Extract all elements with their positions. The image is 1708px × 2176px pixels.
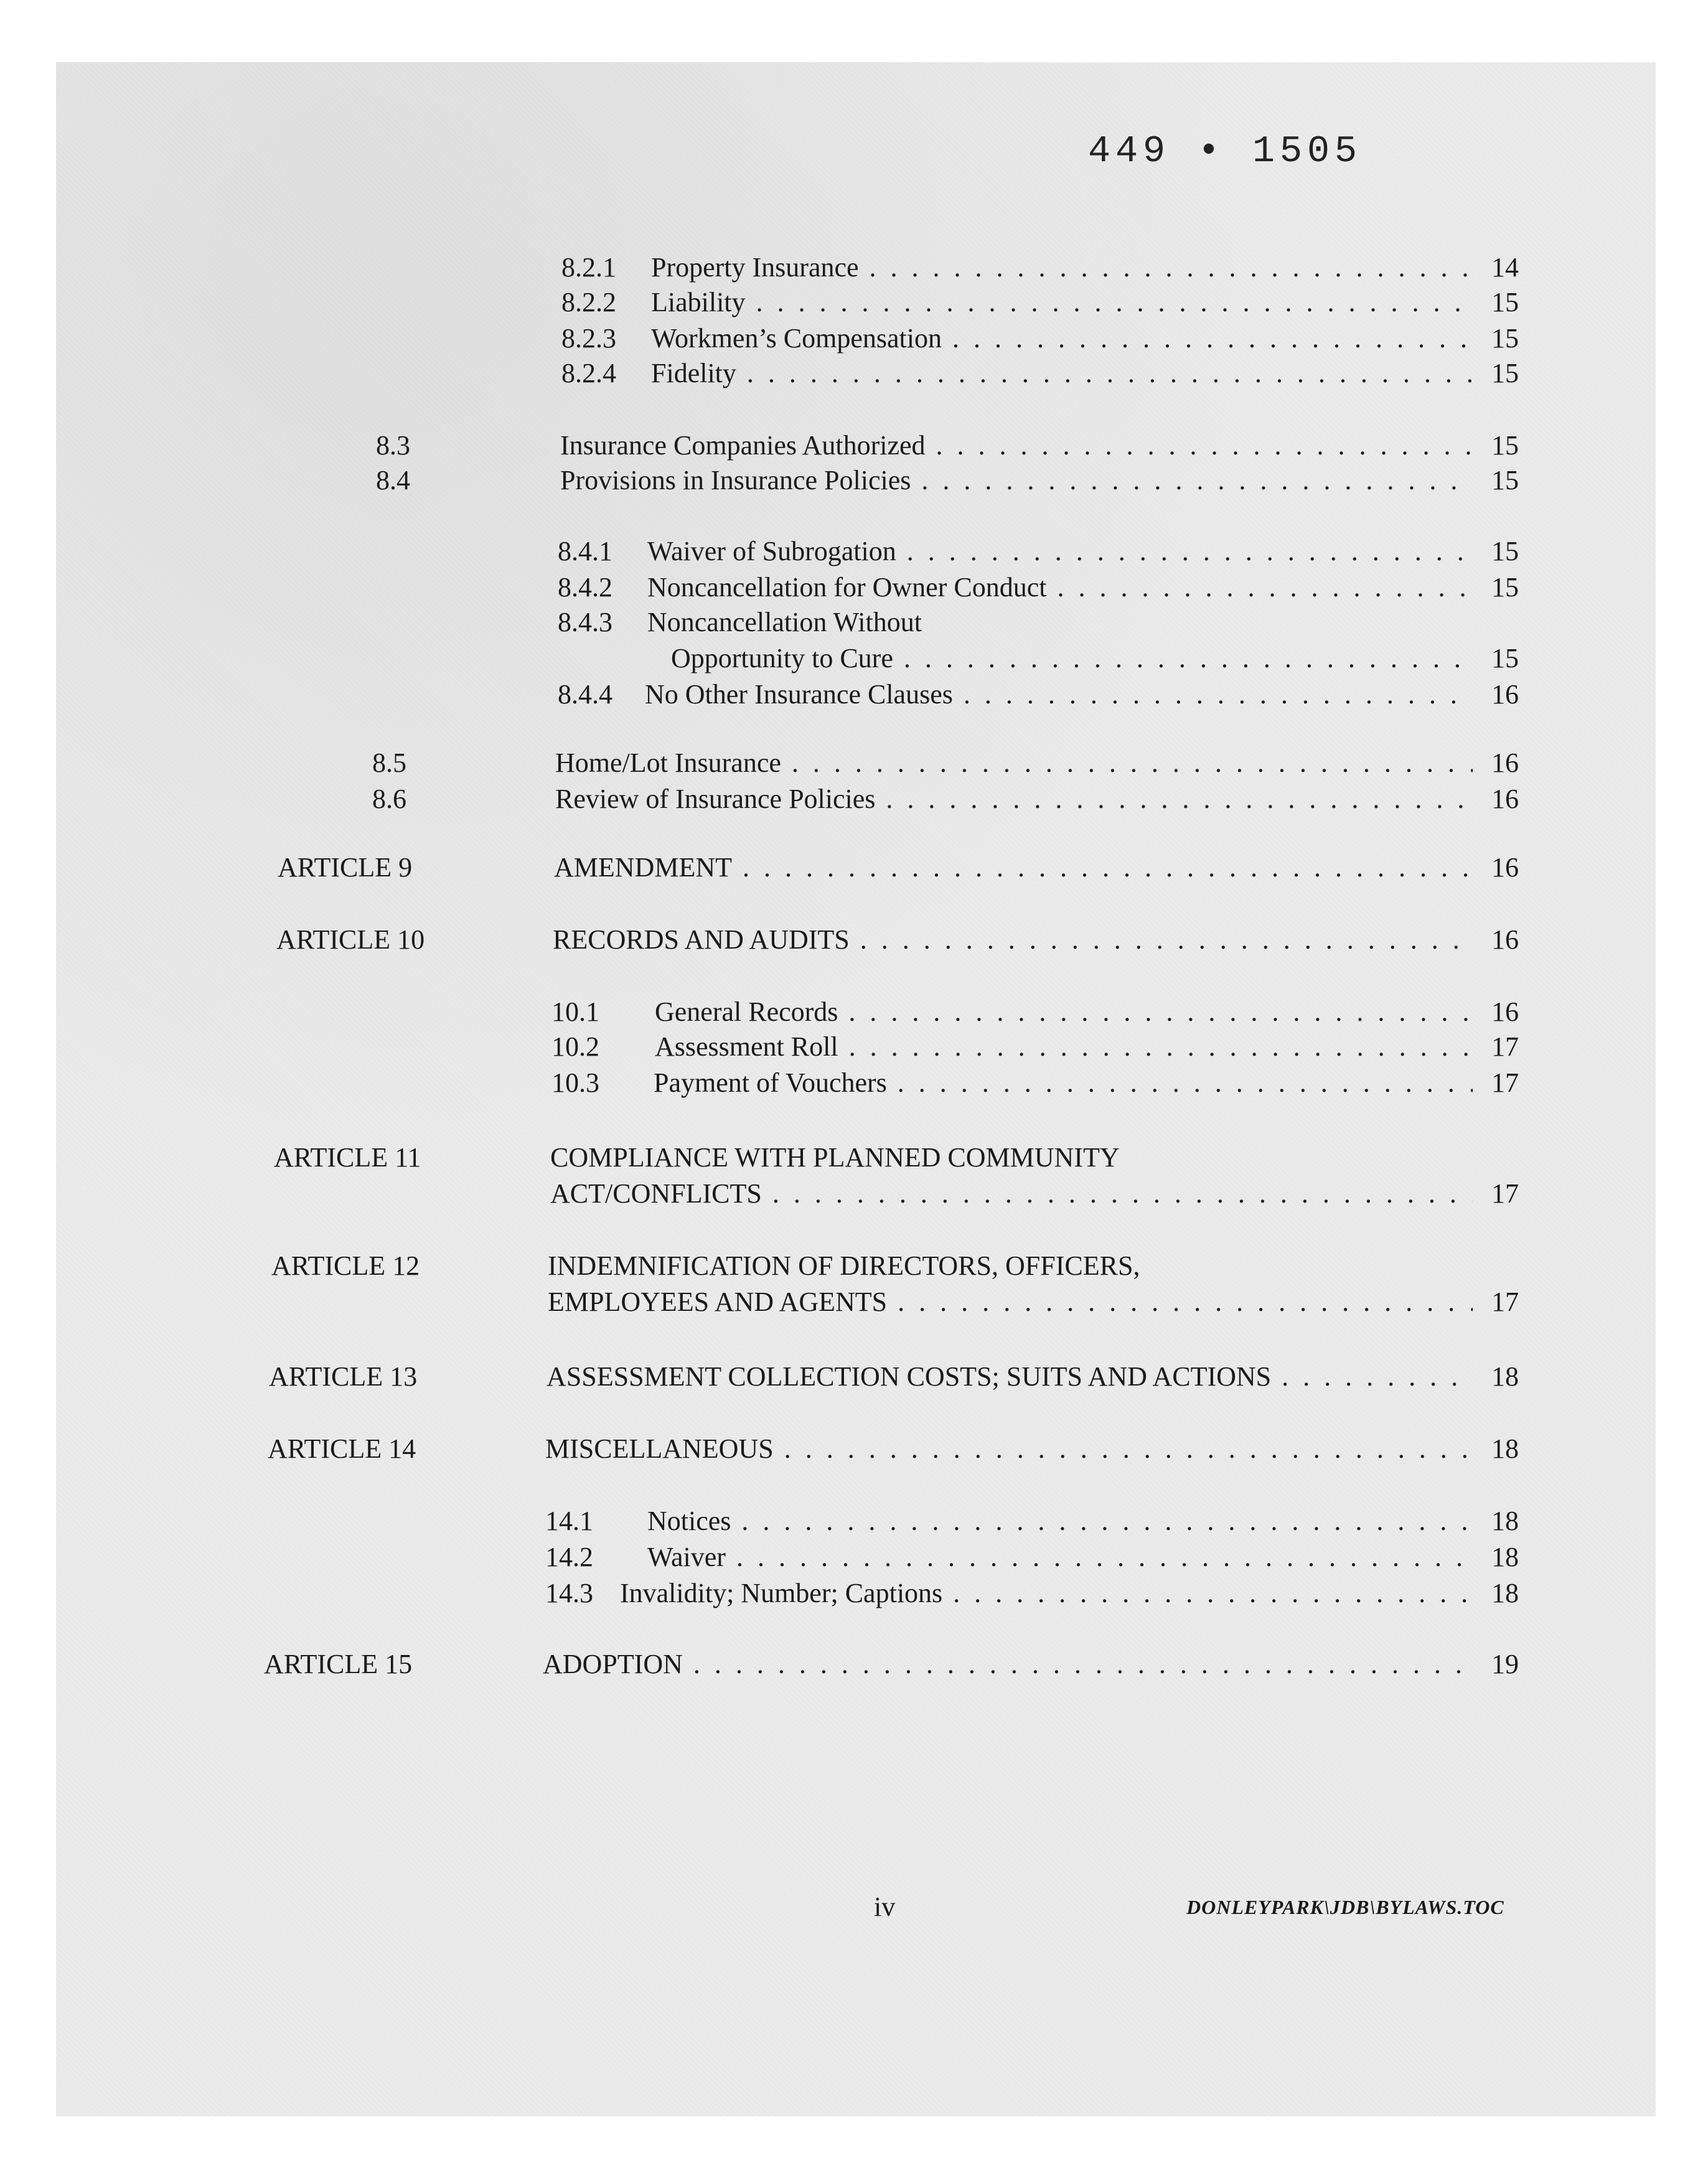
toc-number: ARTICLE 10 xyxy=(276,924,425,955)
toc-title: Opportunity to Cure . . . xyxy=(671,640,1473,677)
toc-page: 16 xyxy=(1481,781,1519,818)
toc-title: Invalidity; Number; Captions . . . xyxy=(620,1575,1473,1612)
toc-row xyxy=(0,427,1708,464)
toc-number: 10.3 xyxy=(551,1067,599,1098)
toc-row xyxy=(0,1028,1708,1066)
toc-page: 17 xyxy=(1481,1064,1519,1102)
toc-row xyxy=(0,320,1708,357)
toc-title: Property Insurance . . . xyxy=(651,249,1473,286)
toc-number: 8.2.1 xyxy=(561,252,616,283)
footer-file-reference: DONLEYPARK\JDB\BYLAWS.TOC xyxy=(1186,1896,1504,1918)
toc-page: 17 xyxy=(1481,1283,1519,1321)
toc-number: 10.2 xyxy=(551,1031,599,1062)
toc-number: ARTICLE 12 xyxy=(271,1250,420,1281)
toc-page: 18 xyxy=(1481,1575,1519,1612)
toc-title: ASSESSMENT COLLECTION COSTS; SUITS AND ACTIONS . . . xyxy=(547,1358,1473,1395)
toc-title: Noncancellation Without xyxy=(647,607,922,637)
toc-number: 8.2.4 xyxy=(561,358,616,388)
toc-row xyxy=(0,249,1708,286)
toc-row xyxy=(0,533,1708,570)
toc-page: 18 xyxy=(1481,1358,1519,1395)
toc-number: 14.1 xyxy=(545,1506,593,1536)
toc-row xyxy=(0,1503,1708,1540)
toc-row xyxy=(0,462,1708,499)
toc-page: 15 xyxy=(1481,462,1519,499)
toc-title: ADOPTION . . . xyxy=(543,1646,1473,1683)
toc-page: 14 xyxy=(1481,249,1519,286)
toc-title: General Records . . . xyxy=(655,993,1473,1031)
toc-page: 18 xyxy=(1481,1539,1519,1576)
toc-row xyxy=(0,921,1708,959)
toc-number: 14.3 xyxy=(545,1578,593,1608)
toc-page: 15 xyxy=(1481,427,1519,464)
toc-number: 8.4 xyxy=(376,465,410,495)
toc-title: MISCELLANEOUS . . . xyxy=(545,1430,1473,1468)
toc-number: ARTICLE 14 xyxy=(268,1433,416,1464)
toc-row xyxy=(0,1064,1708,1102)
toc-row xyxy=(0,1646,1708,1683)
toc-page: 15 xyxy=(1481,533,1519,570)
toc-row xyxy=(0,744,1708,782)
toc-row xyxy=(0,781,1708,818)
toc-title: Notices . . . xyxy=(647,1503,1473,1540)
toc-title: EMPLOYEES AND AGENTS . . . xyxy=(548,1283,1473,1321)
toc-row xyxy=(0,569,1708,606)
toc-title: Workmen’s Compensation . . . xyxy=(651,320,1473,357)
toc-title: Waiver of Subrogation . . . xyxy=(647,533,1473,570)
toc-title: Payment of Vouchers . . . xyxy=(654,1064,1473,1102)
toc-number: 8.4.2 xyxy=(558,572,612,603)
toc-page: 15 xyxy=(1481,355,1519,392)
toc-title: RECORDS AND AUDITS . . . xyxy=(553,921,1473,959)
toc-page: 16 xyxy=(1481,744,1519,782)
toc-row xyxy=(0,1575,1708,1612)
toc-number: 8.6 xyxy=(372,784,406,814)
toc-row xyxy=(0,1247,1708,1285)
toc-title: AMENDMENT . . . xyxy=(554,849,1473,886)
toc-page: 18 xyxy=(1481,1503,1519,1540)
toc-page: 16 xyxy=(1481,921,1519,959)
toc-number: 10.1 xyxy=(551,997,599,1027)
toc-title: Insurance Companies Authorized . . . xyxy=(560,427,1473,464)
toc-number: 8.5 xyxy=(372,748,406,778)
toc-row xyxy=(0,1539,1708,1576)
toc-title: Liability . . . xyxy=(651,284,1473,321)
toc-number: 8.4.4 xyxy=(558,679,612,710)
toc-row xyxy=(0,1283,1708,1321)
toc-row xyxy=(0,640,1708,677)
toc-page: 16 xyxy=(1481,676,1519,713)
toc-row xyxy=(0,1358,1708,1395)
toc-row xyxy=(0,1175,1708,1212)
toc-page: 15 xyxy=(1481,284,1519,321)
toc-page: 15 xyxy=(1481,569,1519,606)
toc-row xyxy=(0,1430,1708,1468)
toc-page: 16 xyxy=(1481,993,1519,1031)
toc-title: No Other Insurance Clauses . . . xyxy=(645,676,1473,713)
toc-page: 17 xyxy=(1481,1028,1519,1066)
toc-row xyxy=(0,849,1708,886)
toc-row xyxy=(0,355,1708,392)
toc-row xyxy=(0,993,1708,1031)
toc-page: 17 xyxy=(1481,1175,1519,1212)
toc-number: 8.4.3 xyxy=(558,607,612,637)
footer-page-number: iv xyxy=(874,1892,896,1922)
toc-number: 8.3 xyxy=(376,430,410,461)
toc-row xyxy=(0,1139,1708,1176)
toc-number: 8.2.2 xyxy=(561,287,616,317)
toc-number: 14.2 xyxy=(545,1542,593,1572)
toc-title: Assessment Roll . . . xyxy=(655,1028,1473,1066)
toc-title: Provisions in Insurance Policies . . . xyxy=(560,462,1473,499)
toc-page: 15 xyxy=(1481,320,1519,357)
toc-row xyxy=(0,604,1708,641)
toc-row xyxy=(0,284,1708,321)
toc-number: ARTICLE 11 xyxy=(274,1142,421,1173)
toc-page: 19 xyxy=(1481,1646,1519,1683)
toc-title: INDEMNIFICATION OF DIRECTORS, OFFICERS, xyxy=(548,1250,1140,1281)
toc-number: ARTICLE 13 xyxy=(269,1361,418,1392)
toc-number: 8.4.1 xyxy=(558,536,612,566)
toc-number: ARTICLE 15 xyxy=(264,1649,413,1679)
page-stamp: 449 • 1505 xyxy=(1088,131,1363,173)
toc-title: Noncancellation for Owner Conduct . . . xyxy=(647,569,1473,606)
toc-number: 8.2.3 xyxy=(561,323,616,354)
toc-title: Review of Insurance Policies . . . xyxy=(555,781,1473,818)
toc-title: Home/Lot Insurance . . . xyxy=(555,744,1473,782)
toc-row xyxy=(0,676,1708,713)
toc-number: ARTICLE 9 xyxy=(278,852,413,883)
toc-title: ACT/CONFLICTS . . . xyxy=(550,1175,1473,1212)
toc-title: Fidelity . . . xyxy=(651,355,1473,392)
toc-page: 18 xyxy=(1481,1430,1519,1468)
toc-title: Waiver . . . xyxy=(647,1539,1473,1576)
toc-page: 16 xyxy=(1481,849,1519,886)
toc-title: COMPLIANCE WITH PLANNED COMMUNITY xyxy=(550,1142,1120,1173)
toc-page: 15 xyxy=(1481,640,1519,677)
